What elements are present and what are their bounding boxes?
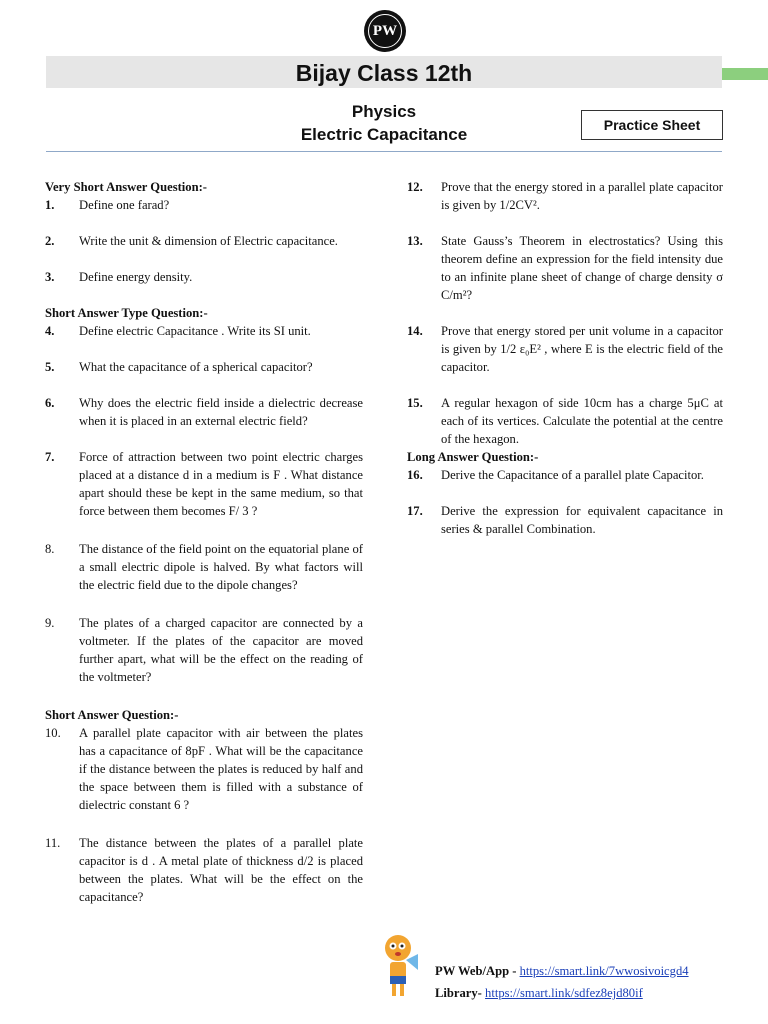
question-text: Derive the expression for equivalent capacitance in series & parallel Combination. [441, 504, 723, 536]
question-text: Write the unit & dimension of Electric capacitance. [79, 234, 338, 248]
pw-logo [364, 10, 406, 52]
question-item [45, 322, 363, 340]
section-heading: Long Answer Question:- [407, 450, 539, 464]
question-item [407, 232, 723, 304]
page-title: Bijay Class 12th [295, 60, 473, 86]
question-text: Prove that the energy stored in a parallel plate capacitor is given by 1/2CV². [441, 180, 723, 212]
library-label: Library- [435, 986, 482, 1000]
question-item [45, 448, 363, 520]
question-text: Define energy density. [79, 270, 193, 284]
question-number: 14. [407, 324, 423, 338]
question-number: 4. [45, 324, 55, 338]
question-item [407, 178, 723, 214]
question-item [45, 540, 363, 594]
question-number: 13. [407, 234, 423, 248]
subject-heading [230, 100, 538, 146]
question-text: Force of attraction between two point electric charges placed at a distance d in a medium is F . What distance apart should these be kept in the same medium, so that force between them becomes F/ 3 ? [79, 450, 363, 518]
question-text: Why does the electric field inside a dielectric decrease when it is placed in an external electric field? [79, 396, 363, 428]
subject-name: Physics [351, 102, 417, 121]
library-row [435, 982, 689, 1004]
question-text: Derive the Capacitance of a parallel plate Capacitor. [441, 468, 704, 482]
question-number: 9. [45, 616, 55, 630]
mascot-illustration [380, 932, 420, 1000]
left-column [45, 178, 363, 906]
footer-links [435, 960, 689, 1004]
section-heading: Very Short Answer Question:- [45, 180, 207, 194]
question-text: A parallel plate capacitor with air between the plates has a capacitance of 8pF . What will be the capacitance if the distance between the plates is reduced by half and the space between them is filled with a substance of dielectric constant 6 ? [79, 726, 363, 812]
web-app-link[interactable]: https://smart.link/7wwosivoicgd4 [519, 964, 689, 978]
library-link[interactable]: https://smart.link/sdfez8ejd80if [485, 986, 643, 1000]
question-item [407, 394, 723, 448]
question-number: 8. [45, 542, 55, 556]
question-text: Define electric Capacitance . Write its SI unit. [79, 324, 311, 338]
question-text: What the capacitance of a spherical capacitor? [79, 360, 313, 374]
question-text: The distance between the plates of a parallel plate capacitor is d . A metal plate of thickness d/2 is placed between the plates. What will be the effect on the capacitance? [79, 836, 363, 904]
question-number: 2. [45, 234, 55, 248]
question-number: 7. [45, 450, 55, 464]
question-item [45, 614, 363, 686]
question-text: The distance of the field point on the equatorial plane of a small electric dipole is halved. By what factors will the electric field due to the dipole changes? [79, 542, 363, 592]
question-item [407, 322, 723, 376]
question-number: 10. [45, 726, 61, 740]
question-item [45, 232, 363, 250]
section-heading: Short Answer Question:- [45, 708, 179, 722]
question-number: 11. [45, 836, 61, 850]
question-number: 6. [45, 396, 55, 410]
question-item [45, 358, 363, 376]
question-number: 3. [45, 270, 55, 284]
green-accent-tab [722, 68, 768, 80]
question-item [45, 724, 363, 814]
question-number: 5. [45, 360, 55, 374]
question-item [45, 196, 363, 214]
question-text: A regular hexagon of side 10cm has a charge 5μC at each of its vertices. Calculate the potential at the centre of the hexagon. [441, 396, 723, 446]
question-text: Define one farad? [79, 198, 170, 212]
question-item [45, 834, 363, 906]
question-number: 12. [407, 180, 423, 194]
web-app-row [435, 960, 689, 982]
web-app-label: PW Web/App - [435, 964, 517, 978]
practice-sheet-label: Practice Sheet [581, 110, 723, 140]
question-text: The plates of a charged capacitor are connected by a voltmeter. If the plates of the capacitor are moved further apart, what will be the effect on the reading of the voltmeter? [79, 616, 363, 684]
pw-logo-text: PW [368, 14, 402, 48]
question-item [407, 466, 723, 484]
question-text: Prove that energy stored per unit volume in a capacitor is given by 1/2 ε₀E² , where E is the electric field of the capacitor. [441, 324, 723, 374]
question-text: State Gauss’s Theorem in electrostatics? Using this theorem define an expression for the field intensity due to an infinite plane sheet of change of charge density σ C/m²? [441, 234, 723, 302]
section-heading: Short Answer Type Question:- [45, 306, 208, 320]
question-number: 16. [407, 468, 423, 482]
question-item [45, 268, 363, 286]
question-item [45, 394, 363, 430]
question-number: 15. [407, 396, 423, 410]
question-number: 1. [45, 198, 55, 212]
question-number: 17. [407, 504, 423, 518]
question-item [407, 502, 723, 538]
right-column [407, 178, 723, 538]
header-divider [46, 151, 722, 152]
topic-name: Electric Capacitance [300, 125, 468, 144]
